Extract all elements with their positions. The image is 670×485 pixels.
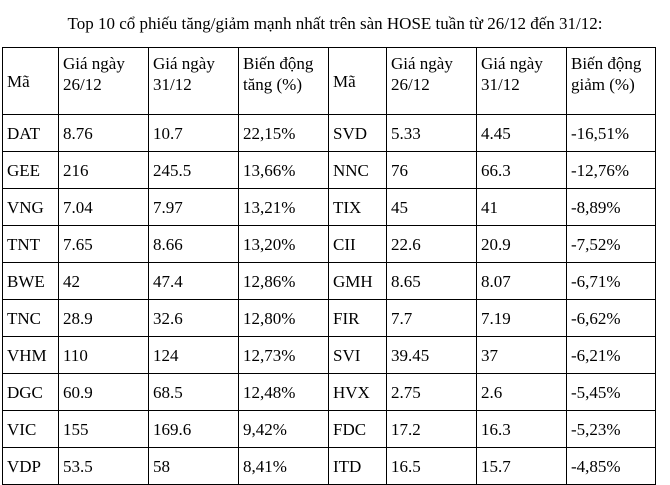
loser-change-cell: -6,21%: [567, 337, 656, 374]
gainer-price-2612-cell: 155: [59, 411, 149, 448]
gainer-price-2612-cell: 7.65: [59, 226, 149, 263]
loser-code-cell: TIX: [329, 189, 387, 226]
table-row: [3, 374, 656, 411]
loser-price-2612-cell: 39.45: [387, 337, 477, 374]
gainer-price-2612-cell: 110: [59, 337, 149, 374]
header-price-2612-losers: Giá ngày 26/12: [387, 48, 477, 115]
loser-code-cell: SVD: [329, 115, 387, 152]
table-row: [3, 337, 656, 374]
gainer-price-2612-cell: 8.76: [59, 115, 149, 152]
loser-change-cell: -5,45%: [567, 374, 656, 411]
loser-price-3112-cell: 2.6: [477, 374, 567, 411]
loser-price-2612-cell: 17.2: [387, 411, 477, 448]
loser-price-3112-cell: 16.3: [477, 411, 567, 448]
gainer-price-2612-cell: 7.04: [59, 189, 149, 226]
gainer-change-cell: 13,20%: [239, 226, 329, 263]
gainer-code-cell: GEE: [3, 152, 59, 189]
gainer-change-cell: 8,41%: [239, 448, 329, 485]
table-row: [3, 300, 656, 337]
gainer-price-3112-cell: 124: [149, 337, 239, 374]
loser-price-3112-cell: 8.07: [477, 263, 567, 300]
header-price-3112-losers: Giá ngày 31/12: [477, 48, 567, 115]
header-code-losers: Mã: [329, 48, 387, 115]
loser-code-cell: ITD: [329, 448, 387, 485]
loser-change-cell: -5,23%: [567, 411, 656, 448]
gainer-price-2612-cell: 216: [59, 152, 149, 189]
table-body: [3, 48, 656, 485]
table-row: [3, 411, 656, 448]
header-price-3112-gainers: Giá ngày 31/12: [149, 48, 239, 115]
loser-price-3112-cell: 37: [477, 337, 567, 374]
gainer-price-3112-cell: 8.66: [149, 226, 239, 263]
loser-price-2612-cell: 7.7: [387, 300, 477, 337]
loser-change-cell: -4,85%: [567, 448, 656, 485]
table-row: [3, 152, 656, 189]
loser-price-3112-cell: 15.7: [477, 448, 567, 485]
gainer-code-cell: TNC: [3, 300, 59, 337]
loser-code-cell: GMH: [329, 263, 387, 300]
loser-change-cell: -6,62%: [567, 300, 656, 337]
gainer-price-3112-cell: 10.7: [149, 115, 239, 152]
loser-code-cell: NNC: [329, 152, 387, 189]
loser-price-3112-cell: 41: [477, 189, 567, 226]
header-row: [3, 48, 656, 115]
gainer-price-3112-cell: 32.6: [149, 300, 239, 337]
header-price-2612-gainers: Giá ngày 26/12: [59, 48, 149, 115]
gainer-change-cell: 13,21%: [239, 189, 329, 226]
header-change-down: Biến động giảm (%): [567, 48, 656, 115]
gainer-change-cell: 12,48%: [239, 374, 329, 411]
gainer-change-cell: 12,80%: [239, 300, 329, 337]
gainer-change-cell: 9,42%: [239, 411, 329, 448]
gainer-price-2612-cell: 60.9: [59, 374, 149, 411]
loser-price-3112-cell: 7.19: [477, 300, 567, 337]
loser-price-2612-cell: 5.33: [387, 115, 477, 152]
gainer-price-2612-cell: 42: [59, 263, 149, 300]
loser-change-cell: -7,52%: [567, 226, 656, 263]
gainer-price-2612-cell: 53.5: [59, 448, 149, 485]
gainer-change-cell: 22,15%: [239, 115, 329, 152]
gainer-price-3112-cell: 169.6: [149, 411, 239, 448]
loser-code-cell: FDC: [329, 411, 387, 448]
gainer-code-cell: VHM: [3, 337, 59, 374]
loser-code-cell: FIR: [329, 300, 387, 337]
header-change-up: Biến động tăng (%): [239, 48, 329, 115]
loser-change-cell: -16,51%: [567, 115, 656, 152]
gainer-change-cell: 12,73%: [239, 337, 329, 374]
header-code-gainers: Mã: [3, 48, 59, 115]
loser-price-2612-cell: 2.75: [387, 374, 477, 411]
gainer-price-2612-cell: 28.9: [59, 300, 149, 337]
loser-code-cell: CII: [329, 226, 387, 263]
loser-price-3112-cell: 4.45: [477, 115, 567, 152]
gainer-code-cell: BWE: [3, 263, 59, 300]
gainer-code-cell: DGC: [3, 374, 59, 411]
loser-change-cell: -8,89%: [567, 189, 656, 226]
gainer-code-cell: DAT: [3, 115, 59, 152]
table-row: [3, 189, 656, 226]
loser-price-2612-cell: 22.6: [387, 226, 477, 263]
loser-change-cell: -6,71%: [567, 263, 656, 300]
loser-change-cell: -12,76%: [567, 152, 656, 189]
gainer-price-3112-cell: 68.5: [149, 374, 239, 411]
gainer-code-cell: VNG: [3, 189, 59, 226]
gainer-price-3112-cell: 47.4: [149, 263, 239, 300]
gainer-change-cell: 12,86%: [239, 263, 329, 300]
loser-price-2612-cell: 16.5: [387, 448, 477, 485]
table-row: [3, 263, 656, 300]
gainer-change-cell: 13,66%: [239, 152, 329, 189]
table-caption: Top 10 cổ phiếu tăng/giảm mạnh nhất trên sàn HOSE tuần từ 26/12 đến 31/12:: [67, 14, 603, 33]
loser-code-cell: HVX: [329, 374, 387, 411]
loser-code-cell: SVI: [329, 337, 387, 374]
gainer-price-3112-cell: 58: [149, 448, 239, 485]
loser-price-2612-cell: 45: [387, 189, 477, 226]
stock-movers-table: [2, 47, 656, 485]
gainer-code-cell: TNT: [3, 226, 59, 263]
loser-price-3112-cell: 20.9: [477, 226, 567, 263]
table-row: [3, 226, 656, 263]
gainer-price-3112-cell: 245.5: [149, 152, 239, 189]
loser-price-3112-cell: 66.3: [477, 152, 567, 189]
gainer-price-3112-cell: 7.97: [149, 189, 239, 226]
table-row: [3, 115, 656, 152]
loser-price-2612-cell: 76: [387, 152, 477, 189]
loser-price-2612-cell: 8.65: [387, 263, 477, 300]
gainer-code-cell: VIC: [3, 411, 59, 448]
gainer-code-cell: VDP: [3, 448, 59, 485]
